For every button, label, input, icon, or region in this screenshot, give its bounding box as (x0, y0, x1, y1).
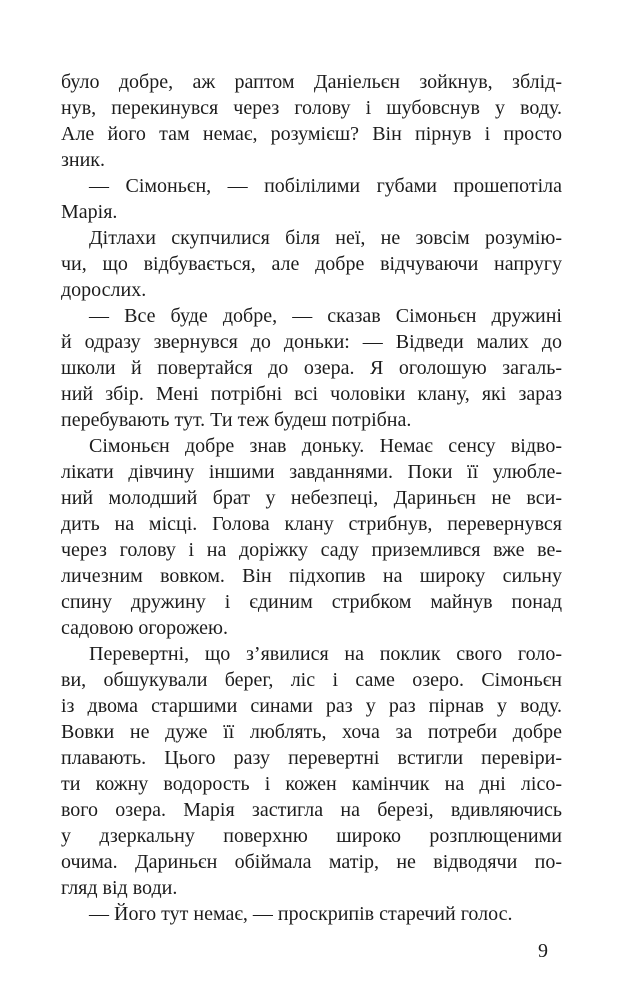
page-number: 9 (538, 940, 548, 962)
text-line: Але його там немає, розумієш? Він пірнув і просто (61, 123, 562, 145)
page-text-block (61, 69, 562, 927)
text-line: лікати дівчину іншими завданнями. Поки її улюбле- (61, 461, 562, 483)
text-line: Сімоньєн добре знав доньку. Немає сенсу відво- (89, 435, 562, 457)
text-line: через голову і на доріжку саду приземлився вже ве- (61, 539, 562, 561)
text-line: Марія. (61, 201, 118, 223)
text-line: у дзеркальну поверхню широко розплющеними (61, 825, 562, 847)
text-line: очима. Дариньєн обіймала матір, не відводячи по- (61, 851, 562, 873)
text-line: ви, обшукували берег, ліс і саме озеро. Сімоньєн (61, 669, 562, 691)
text-line: із двома старшими синами раз у раз пірнав у воду. (61, 695, 562, 717)
text-line: дорослих. (61, 279, 147, 301)
text-line: — Все буде добре, — сказав Сімоньєн дружині (89, 305, 562, 327)
text-line: Дітлахи скупчилися біля неї, не зовсім розумію- (89, 227, 562, 249)
text-line: ний збір. Мені потрібні всі чоловіки клану, які зараз (61, 383, 562, 405)
text-line: зник. (61, 149, 106, 171)
text-line: вого озера. Марія застигла на березі, вдивляючись (61, 799, 562, 821)
text-line: садовою огорожею. (61, 617, 229, 639)
text-line: Перевертні, що з’явилися на поклик свого голо- (89, 643, 562, 665)
text-line: чи, що відбувається, але добре відчуваючи напругу (61, 253, 562, 275)
text-line: личезним вовком. Він підхопив на широку сильну (61, 565, 562, 587)
text-line: спину дружину і єдиним стрибком майнув понад (61, 591, 562, 613)
text-line: — Його тут немає, — проскрипів старечий голос. (89, 903, 513, 925)
text-line: плавають. Цього разу перевертні встигли перевіри- (61, 747, 562, 769)
text-line: Вовки не дуже її люблять, хоча за потреби добре (61, 721, 562, 743)
text-line: було добре, аж раптом Даніельєн зойкнув, зблід- (61, 71, 562, 93)
text-line: нув, перекинувся через голову і шубовснув у воду. (61, 97, 562, 119)
text-line: перебувають тут. Ти теж будеш потрібна. (61, 409, 412, 431)
text-line: ти кожну водорость і кожен камінчик на дні лісо- (61, 773, 562, 795)
text-line: школи й повертайся до озера. Я оголошую загаль- (61, 357, 562, 379)
text-line: й одразу звернувся до доньки: — Відведи малих до (61, 331, 562, 353)
text-line: — Сімоньєн, — побілілими губами прошепотіла (89, 175, 562, 197)
text-line: ний молодший брат у небезпеці, Дариньєн не вси- (61, 487, 562, 509)
text-line: дить на місці. Голова клану стрибнув, перевернувся (61, 513, 562, 535)
text-line: гляд від води. (61, 877, 178, 899)
